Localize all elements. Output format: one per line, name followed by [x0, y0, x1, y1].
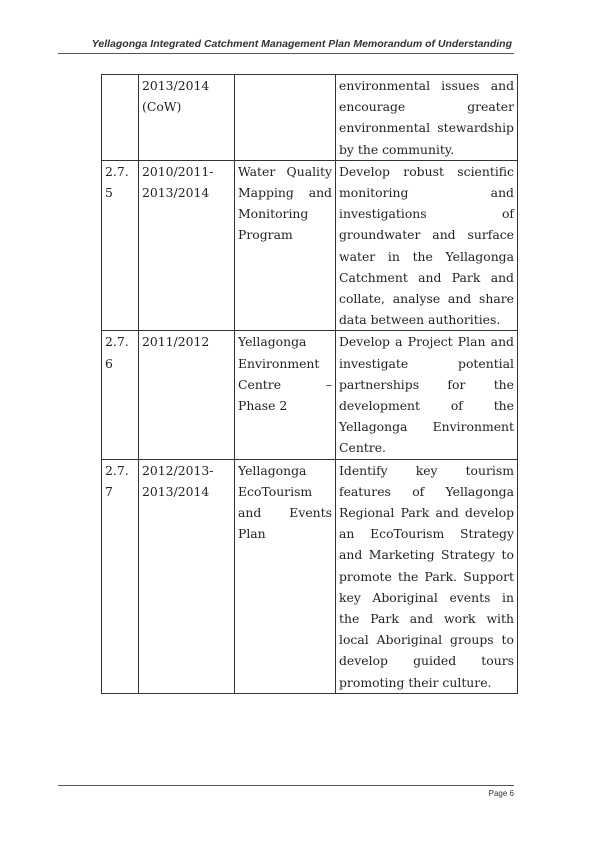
description-cell: Develop a Project Plan and investigate potential partnerships for the development of the Yellagonga Environment Centre.: [336, 331, 518, 459]
action-name-cell: [235, 75, 336, 161]
actions-table: [101, 74, 518, 694]
action-number-cell: [102, 75, 139, 161]
timeframe-cell: 2010/2011-2013/2014: [139, 160, 235, 331]
table-row: [102, 459, 518, 693]
action-name-cell: Yellagonga EcoTourism and Events Plan: [235, 459, 336, 693]
timeframe-cell: 2012/2013-2013/2014: [139, 459, 235, 693]
table-row: [102, 331, 518, 459]
action-number-cell: 2.7.6: [102, 331, 139, 459]
description-cell: Identify key tourism features of Yellagonga Regional Park and develop an EcoTourism Strategy and Marketing Strategy to promote the Park. Support key Aboriginal events in the Park and work with local Aboriginal groups to develop guided tours promoting their culture.: [336, 459, 518, 693]
description-cell: environmental issues and encourage greater environmental stewardship by the community.: [336, 75, 518, 161]
header-divider: [58, 53, 514, 54]
page-number: Page 6: [488, 789, 514, 798]
description-cell: Develop robust scientific monitoring and investigations of groundwater and surface water in the Yellagonga Catchment and Park and collate, analyse and share data between authorities.: [336, 160, 518, 331]
document-header-title: Yellagonga Integrated Catchment Management Plan Memorandum of Understanding: [91, 38, 512, 50]
timeframe-cell: 2013/2014 (CoW): [139, 75, 235, 161]
action-name-cell: Yellagonga Environment Centre – Phase 2: [235, 331, 336, 459]
table-row: [102, 75, 518, 161]
footer-divider: [58, 785, 514, 786]
table-row: [102, 160, 518, 331]
action-number-cell: 2.7.5: [102, 160, 139, 331]
action-name-cell: Water Quality Mapping and Monitoring Program: [235, 160, 336, 331]
timeframe-cell: 2011/2012: [139, 331, 235, 459]
action-number-cell: 2.7.7: [102, 459, 139, 693]
